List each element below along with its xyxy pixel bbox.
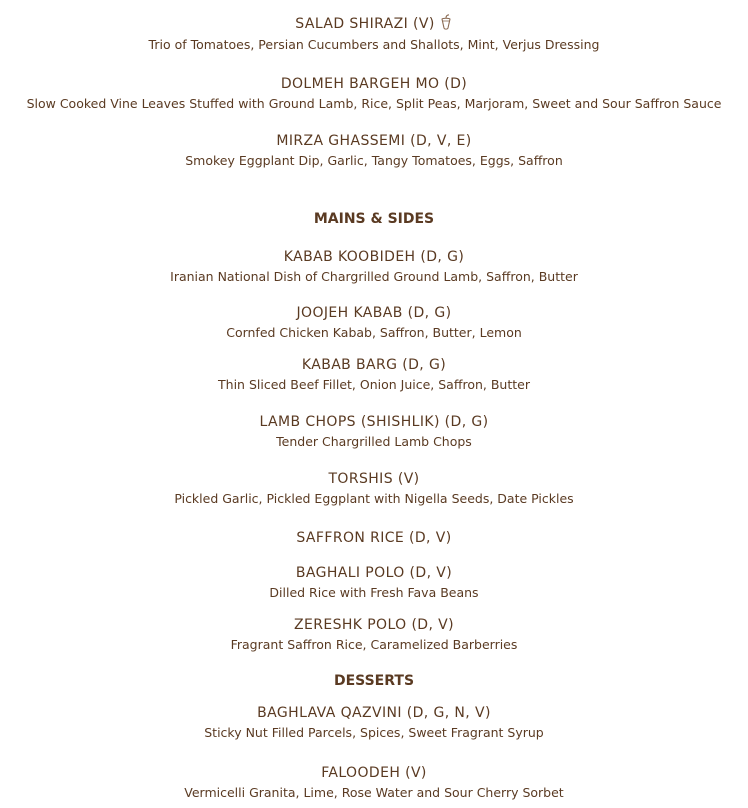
dish-name-mirza-ghassemi: MIRZA GHASSEMI (D, V, E) <box>276 133 472 149</box>
dish-name-joojeh-kabab: JOOJEH KABAB (D, G) <box>296 305 452 321</box>
dish-name-kabab-barg: KABAB BARG (D, G) <box>301 357 447 373</box>
dish-desc-kabab-barg: Thin Sliced Beef Fillet, Onion Juice, Saffron, Butter <box>218 377 530 392</box>
dish-name-dolmeh-bargeh-mo: DOLMEH BARGEH MO (D) <box>280 76 468 92</box>
dish-name-salad-shirazi: SALAD SHIRAZI (V) <box>0 14 748 33</box>
dish-name-zereshk-polo: ZERESHK POLO (D, V) <box>293 617 455 633</box>
dish-desc-torshis: Pickled Garlic, Pickled Eggplant with Nigella Seeds, Date Pickles <box>174 491 574 506</box>
dish-desc-baghali-polo: Dilled Rice with Fresh Fava Beans <box>269 585 479 600</box>
dish-name-baghlava-qazvini: BAGHLAVA QAZVINI (D, G, N, V) <box>257 705 491 721</box>
dish-desc-joojeh-kabab: Cornfed Chicken Kabab, Saffron, Butter, Lemon <box>226 325 522 340</box>
dish-name-baghali-polo: BAGHALI POLO (D, V) <box>295 565 453 581</box>
section-heading-desserts: DESSERTS <box>333 673 415 689</box>
dish-name-torshis: TORSHIS (V) <box>328 471 420 487</box>
chili-pepper-icon <box>439 14 453 30</box>
section-heading-mains-sides: MAINS & SIDES <box>313 211 435 227</box>
dish-desc-mirza-ghassemi: Smokey Eggplant Dip, Garlic, Tangy Tomatoes, Eggs, Saffron <box>185 153 563 168</box>
dish-desc-faloodeh: Vermicelli Granita, Lime, Rose Water and Sour Cherry Sorbet <box>184 785 564 800</box>
dish-desc-dolmeh-bargeh-mo: Slow Cooked Vine Leaves Stuffed with Ground Lamb, Rice, Split Peas, Marjoram, Sweet and Sour Saffron Sauce <box>26 96 722 111</box>
dish-name-faloodeh: FALOODEH (V) <box>321 765 427 781</box>
dish-desc-baghlava-qazvini: Sticky Nut Filled Parcels, Spices, Sweet Fragrant Syrup <box>204 725 544 740</box>
dish-name-kabab-koobideh: KABAB KOOBIDEH (D, G) <box>283 249 465 265</box>
dish-desc-salad-shirazi: Trio of Tomatoes, Persian Cucumbers and Shallots, Mint, Verjus Dressing <box>148 37 600 52</box>
dish-desc-kabab-koobideh: Iranian National Dish of Chargrilled Ground Lamb, Saffron, Butter <box>170 269 578 284</box>
dish-desc-lamb-chops: Tender Chargrilled Lamb Chops <box>276 434 472 449</box>
dish-desc-zereshk-polo: Fragrant Saffron Rice, Caramelized Barberries <box>230 637 518 652</box>
dish-name-lamb-chops: LAMB CHOPS (SHISHLIK) (D, G) <box>259 414 489 430</box>
dish-name-saffron-rice: SAFFRON RICE (D, V) <box>296 530 452 546</box>
